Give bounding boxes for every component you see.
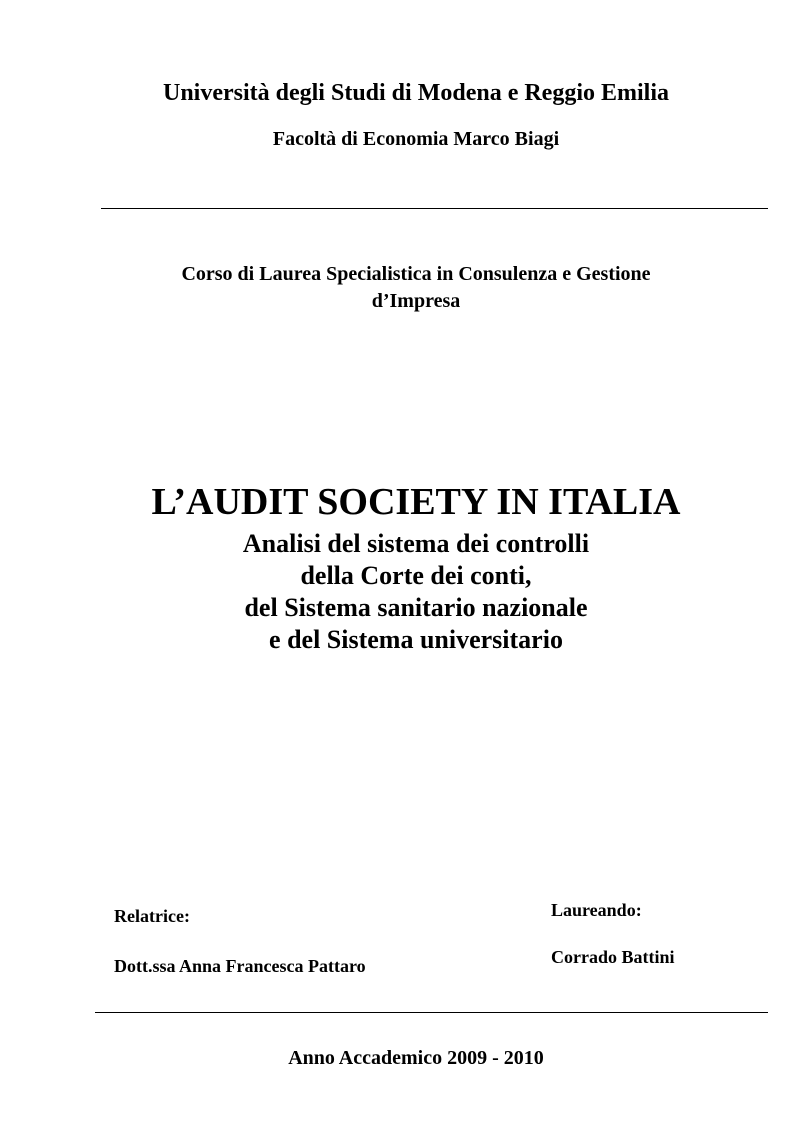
course-title xyxy=(0,261,794,315)
thesis-title: L’AUDIT SOCIETY IN ITALIA xyxy=(151,481,681,523)
subtitle-line: e del Sistema universitario xyxy=(269,625,563,654)
subtitle-line: della Corte dei conti, xyxy=(300,561,532,590)
university-name: Università degli Studi di Modena e Reggio Emilia xyxy=(162,80,669,106)
thesis-subtitle xyxy=(0,528,794,656)
supervisor-name: Dott.ssa Anna Francesca Pattaro xyxy=(114,956,366,976)
subtitle-line: Analisi del sistema dei controlli xyxy=(242,529,590,558)
academic-year: Anno Accademico 2009 - 2010 xyxy=(288,1047,544,1069)
candidate-label: Laureando: xyxy=(551,900,642,920)
faculty-name: Facoltà di Economia Marco Biagi xyxy=(272,128,560,150)
bottom-divider xyxy=(95,1012,768,1013)
supervisor-label: Relatrice: xyxy=(114,906,190,926)
subtitle-line: del Sistema sanitario nazionale xyxy=(244,593,588,622)
course-line: Corso di Laurea Specialistica in Consulenza e Gestione xyxy=(181,263,651,285)
candidate-name: Corrado Battini xyxy=(551,947,675,967)
top-divider xyxy=(101,208,768,209)
course-line: d’Impresa xyxy=(371,290,461,312)
